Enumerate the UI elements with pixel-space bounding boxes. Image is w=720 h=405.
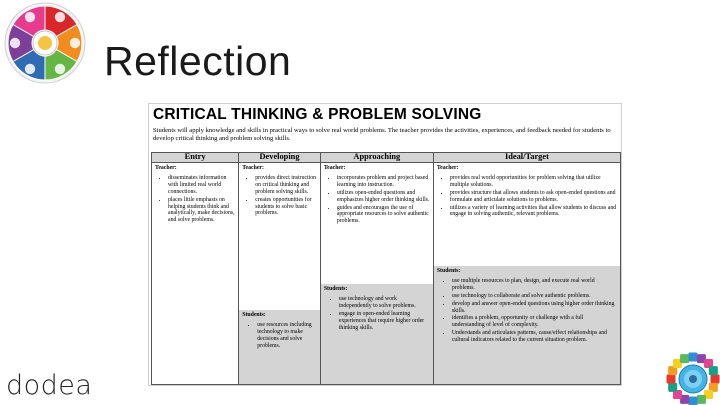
rubric-bullet-item: • provides direct instruction on critical thinking and problem solving skills. (255, 175, 317, 196)
column-header-entry: Entry (152, 153, 239, 163)
rubric-bullet-item: • develop and answer open-ended questions using higher order thinking skills. (452, 301, 617, 315)
teacher-label: Teacher: (155, 165, 177, 171)
ideal-students-list (437, 278, 617, 344)
school-seal-logo (662, 350, 720, 405)
rubric-bullet-item: • guides and encourages the use of appropriate resources to solve authentic problems. (337, 205, 430, 226)
developing-teacher-list (242, 175, 317, 217)
seal-tile (680, 354, 689, 363)
wheel-badge (25, 12, 35, 22)
teacher-label: Teacher: (242, 165, 264, 171)
rubric-bullet-item: • utilizes open-ended questions and emphasizes higher order thinking skills. (337, 190, 430, 204)
rubric-bullet-item: • engage in open-ended learning experiences that require higher order thinking skills. (339, 311, 430, 332)
wheel-badge (25, 64, 35, 74)
seal-tile (668, 383, 677, 392)
wheel-badge (10, 38, 20, 48)
learner-outcomes-wheel-logo (2, 0, 88, 86)
cell-developing (239, 163, 321, 385)
rubric-bullet-item: • utilizes a variety of learning activities that allow students to discuss and engage in solving authentic, relevant problems. (450, 205, 617, 219)
approaching-students-list (324, 296, 430, 332)
rubric-bullet-item: • disseminates information with limited real world connections. (168, 175, 235, 196)
wheel-badge (55, 12, 65, 22)
cell-entry (152, 163, 239, 385)
approaching-teacher-list (324, 175, 430, 225)
slide-title: Reflection (104, 38, 292, 84)
seal-tile (689, 397, 698, 405)
dodea-logo: dodea (6, 370, 93, 401)
teacher-label: Teacher: (323, 165, 346, 171)
rubric-bullet-item: • incorporates problem and project based learning into instruction. (337, 175, 430, 189)
rubric-bullet-item: • identifies a problem, opportunity or challenge with a full understanding of level of complexity. (452, 315, 617, 329)
rubric-bullet-item: • use multiple resources to plan, design, and execute real world problems. (452, 278, 617, 292)
seal-tile (711, 375, 720, 384)
rubric-bullet-item: • creates opportunities for students to solve basic problems. (255, 197, 317, 218)
column-header-approaching: Approaching (320, 153, 433, 163)
wheel-badge (70, 38, 80, 48)
wheel-badge (55, 64, 65, 74)
cell-ideal-target (433, 163, 620, 385)
students-label: Students: (242, 312, 266, 318)
rubric-bullet-item: • provides real world opportunities for problem solving that utilize multiple solutions. (450, 175, 617, 189)
rubric-document (148, 103, 622, 386)
rubric-table (151, 152, 621, 385)
rubric-bullet-item: • use resources including technology to make decisions and solve problems. (257, 322, 317, 350)
ideal-teacher-list (437, 175, 617, 218)
rubric-bullet-item: • provides structure that allows students to ask open-ended questions and formulate and articulate solutions to problems. (450, 190, 617, 204)
developing-students-list (242, 322, 317, 350)
students-label: Students: (323, 286, 348, 292)
teacher-label: Teacher: (436, 165, 459, 171)
column-header-ideal-target: Ideal/Target (433, 153, 620, 163)
rubric-bullet-item: • places little emphasis on helping students think and analytically, make decisions, and solve problems. (168, 197, 235, 225)
seal-tile (667, 375, 676, 384)
rubric-bullet-item: • use technology and work independently to solve problems. (339, 296, 430, 310)
students-label: Students: (436, 268, 461, 274)
column-header-developing: Developing (239, 153, 321, 163)
rubric-intro: Students will apply knowledge and skills in practical ways to solve real world problems. The teacher provides the activities, experiences, and feedback needed for students to develop critical thinking and problem solving skills. (153, 127, 611, 142)
cell-approaching (320, 163, 433, 385)
seal-tile (709, 366, 718, 375)
entry-teacher-list (155, 175, 235, 224)
rubric-bullet-item: • use technology to collaborate and solve authentic problems. (452, 293, 617, 300)
rubric-title: CRITICAL THINKING & PROBLEM SOLVING (153, 106, 482, 123)
seal-tile (697, 395, 706, 404)
rubric-bullet-item: • Understands and articulates patterns, cause/effect relationships and cultural indicators related to the current situation problem. (452, 330, 617, 344)
seal-tile (689, 353, 698, 362)
